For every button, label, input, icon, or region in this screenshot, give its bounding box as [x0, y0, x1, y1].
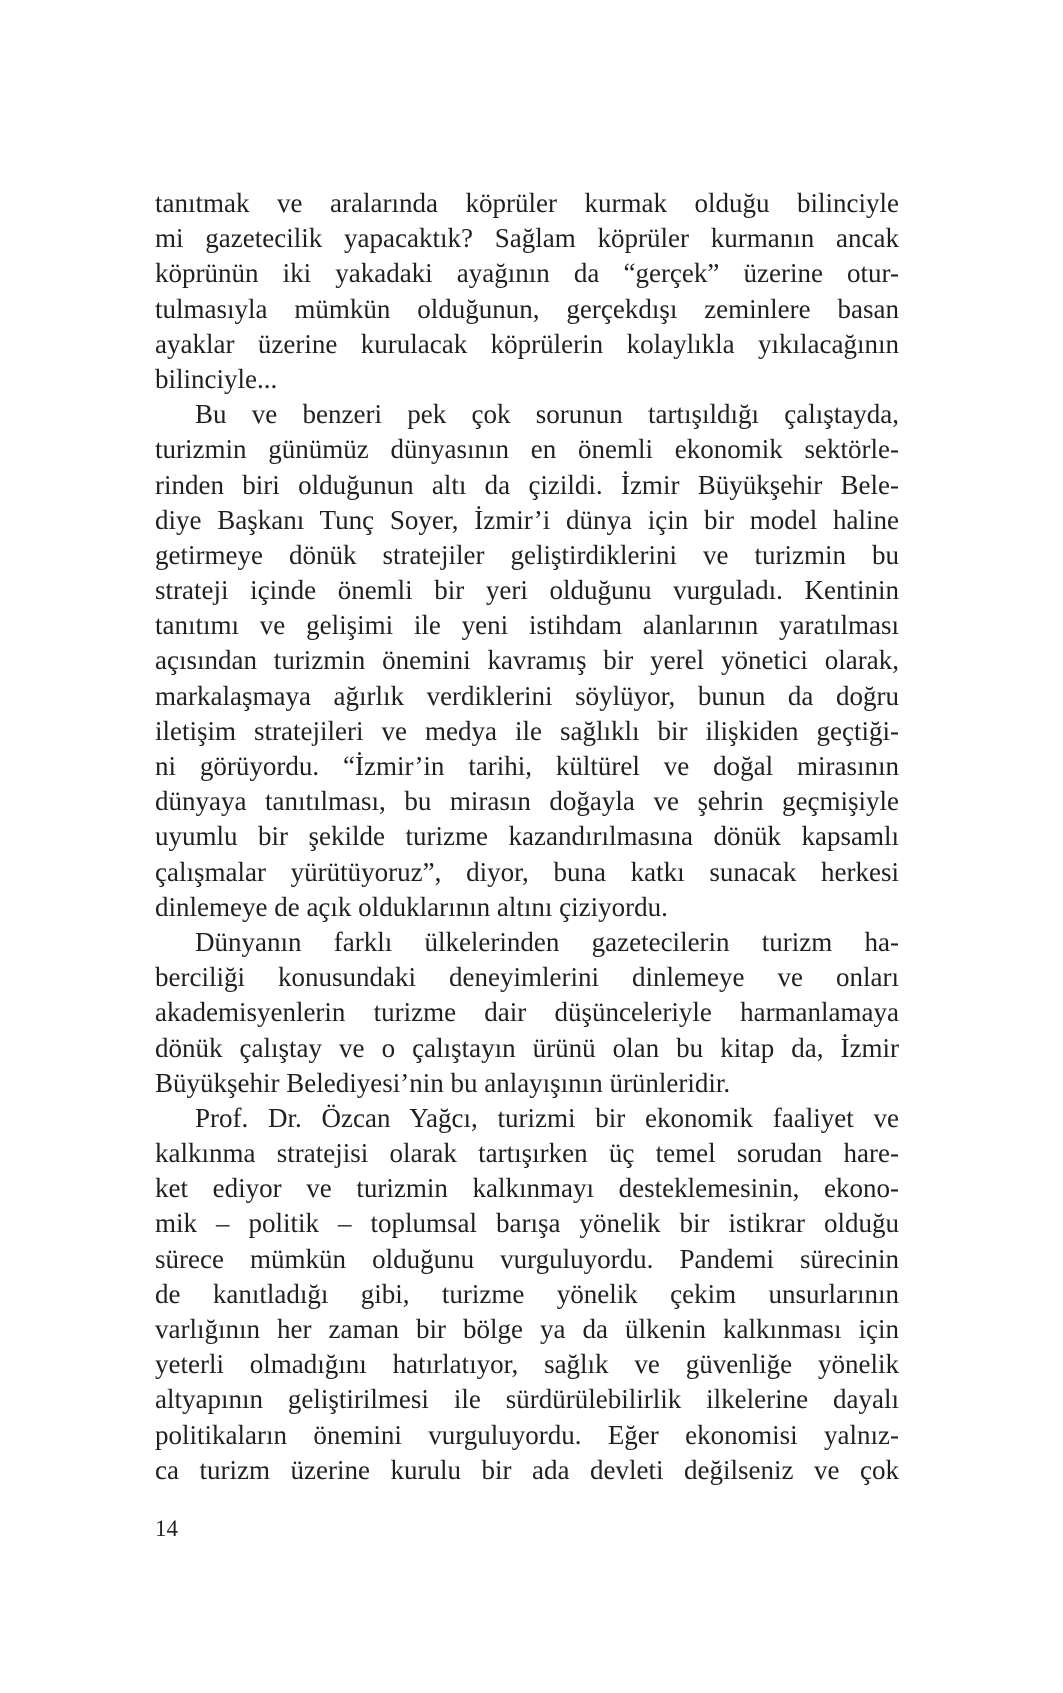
text-line: turizmin günümüz dünyasının en önemli ekonomik sektörle-: [155, 434, 899, 465]
text-line: de kanıtladığı gibi, turizme yönelik çekim unsurlarının: [155, 1278, 899, 1309]
text-line: Bu ve benzeri pek çok sorunun tartışıldığı çalıştayda,: [195, 399, 899, 430]
text-line: markalaşmaya ağırlık verdiklerini söylüyor, bunun da doğru: [155, 680, 899, 711]
text-line: varlığının her zaman bir bölge ya da ülkenin kalkınması için: [155, 1314, 899, 1344]
text-line: tanıtımı ve gelişimi ile yeni istihdam alanlarının yaratılması: [155, 610, 899, 641]
text-line: ni görüyordu. “İzmir’in tarihi, kültürel ve doğal mirasının: [155, 751, 899, 781]
text-line: tulmasıyla mümkün olduğunun, gerçekdışı zeminlere basan: [155, 293, 899, 324]
text-line: dünyaya tanıtılması, bu mirasın doğayla ve şehrin geçmişiyle: [155, 786, 899, 817]
text-line: mi gazetecilik yapacaktık? Sağlam köprüler kurmanın ancak: [155, 223, 899, 254]
text-line: altyapının geliştirilmesi ile sürdürülebilirlik ilkelerine dayalı: [155, 1384, 899, 1415]
text-line: Prof. Dr. Özcan Yağcı, turizmi bir ekonomik faaliyet ve: [195, 1102, 899, 1133]
text-line: dönük çalıştay ve o çalıştayın ürünü olan bu kitap da, İzmir: [155, 1032, 899, 1063]
text-line: strateji içinde önemli bir yeri olduğunu vurguladı. Kentinin: [155, 575, 899, 606]
text-line: berciliği konusundaki deneyimlerini dinlemeye ve onları: [155, 962, 899, 993]
text-line: köprünün iki yakadaki ayağının da “gerçek” üzerine otur-: [155, 258, 899, 289]
text-line: ket ediyor ve turizmin kalkınmayı desteklemesinin, ekono-: [155, 1173, 899, 1204]
text-line: akademisyenlerin turizme dair düşünceleriyle harmanlamaya: [155, 997, 899, 1028]
text-line: ayaklar üzerine kurulacak köprülerin kolaylıkla yıkılacağının: [155, 328, 899, 359]
text-line: kalkınma stratejisi olarak tartışırken üç temel sorudan hare-: [155, 1138, 899, 1169]
text-line: tanıtmak ve aralarında köprüler kurmak olduğu bilinciyle: [155, 188, 899, 218]
body-text: [155, 186, 899, 1488]
text-line: diye Başkanı Tunç Soyer, İzmir’i dünya için bir model haline: [155, 504, 899, 535]
text-line: açısından turizmin önemini kavramış bir yerel yönetici olarak,: [155, 645, 899, 676]
text-line: Büyükşehir Belediyesi’nin bu anlayışının ürünleridir.: [155, 1067, 731, 1098]
text-line: iletişim stratejileri ve medya ile sağlıklı bir ilişkiden geçtiği-: [155, 715, 899, 746]
text-line: getirmeye dönük stratejiler geliştirdiklerini ve turizmin bu: [155, 539, 899, 570]
text-line: mik – politik – toplumsal barışa yönelik bir istikrar olduğu: [155, 1208, 899, 1239]
text-line: yeterli olmadığını hatırlatıyor, sağlık ve güvenliğe yönelik: [155, 1349, 899, 1380]
page-number: 14: [155, 1516, 178, 1541]
text-line: dinlemeye de açık olduklarının altını çiziyordu.: [155, 891, 668, 922]
text-line: ca turizm üzerine kurulu bir ada devleti değilseniz ve çok: [155, 1454, 899, 1485]
text-line: çalışmalar yürütüyoruz”, diyor, buna katkı sunacak herkesi: [155, 856, 899, 887]
text-line: rinden biri olduğunun altı da çizildi. İzmir Büyükşehir Bele-: [155, 469, 899, 500]
text-line: uyumlu bir şekilde turizme kazandırılmasına dönük kapsamlı: [155, 821, 899, 852]
text-line: politikaların önemini vurguluyordu. Eğer ekonomisi yalnız-: [155, 1419, 899, 1450]
text-line: sürece mümkün olduğunu vurguluyordu. Pandemi sürecinin: [155, 1243, 899, 1274]
text-line: bilinciyle...: [155, 363, 278, 394]
text-line: Dünyanın farklı ülkelerinden gazetecilerin turizm ha-: [195, 926, 899, 957]
